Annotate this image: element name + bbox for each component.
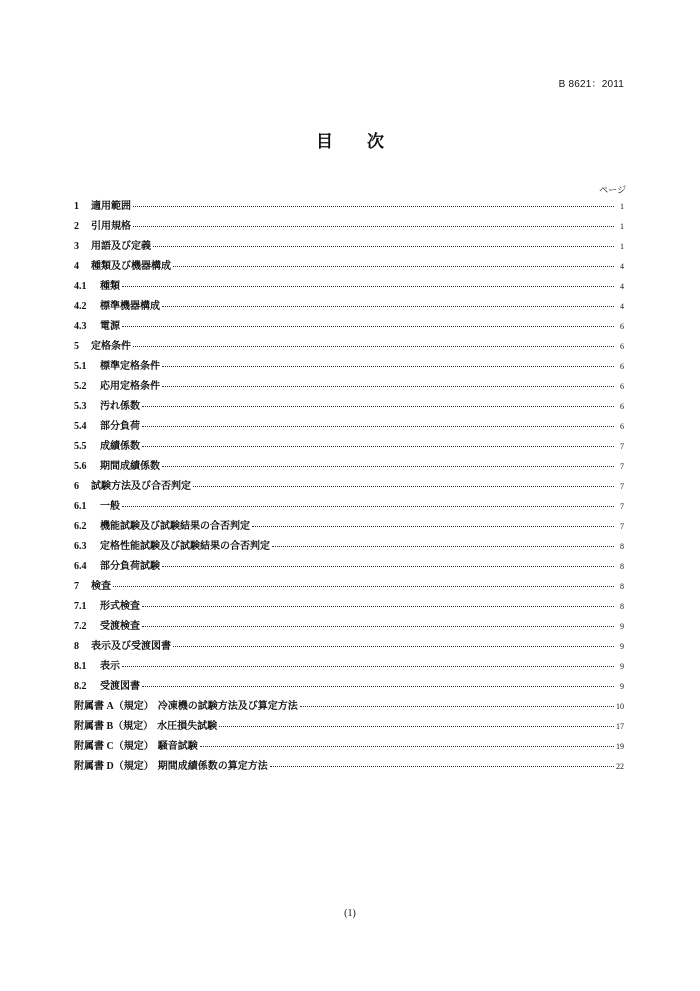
toc-dot-leader xyxy=(219,726,614,727)
toc-entry-number: 7 xyxy=(74,581,79,592)
toc-entry[interactable] xyxy=(74,237,624,257)
toc-entry-number: 4.3 xyxy=(74,321,87,332)
toc-dot-leader xyxy=(142,446,614,447)
toc-dot-leader xyxy=(193,486,614,487)
toc-entry[interactable] xyxy=(74,657,624,677)
toc-entry-number: 8 xyxy=(74,641,79,652)
toc-entry-number: 附属書 A（規定） xyxy=(74,701,154,712)
toc-entry[interactable] xyxy=(74,357,624,377)
toc-entry-number: 6.2 xyxy=(74,521,87,532)
toc-entry[interactable] xyxy=(74,457,624,477)
toc-entry-number: 5 xyxy=(74,341,79,352)
toc-entry-page: 8 xyxy=(620,602,624,611)
toc-entry-page: 17 xyxy=(616,722,624,731)
toc-entry[interactable] xyxy=(74,637,624,657)
toc-entry-page: 4 xyxy=(620,302,624,311)
toc-entry[interactable] xyxy=(74,317,624,337)
toc-entry-title: 汚れ係数 xyxy=(100,401,140,412)
toc-entry-title: 期間成績係数 xyxy=(100,461,160,472)
toc-entry[interactable] xyxy=(74,417,624,437)
toc-entry-page: 22 xyxy=(616,762,624,771)
toc-entry-number: 附属書 D（規定） xyxy=(74,761,154,772)
toc-entry-number: 5.5 xyxy=(74,441,87,452)
page-title: 目 次 xyxy=(316,132,398,152)
toc-entry-page: 8 xyxy=(620,562,624,571)
toc-entry-number: 5.6 xyxy=(74,461,87,472)
toc-entry[interactable] xyxy=(74,697,624,717)
toc-entry-number: 5.3 xyxy=(74,401,87,412)
toc-entry-number: 8.1 xyxy=(74,661,87,672)
toc-entry-number: 6 xyxy=(74,481,79,492)
toc-dot-leader xyxy=(122,506,614,507)
toc-entry-page: 6 xyxy=(620,322,624,331)
toc-entry[interactable] xyxy=(74,297,624,317)
toc-entry-page: 7 xyxy=(620,462,624,471)
toc-entry[interactable] xyxy=(74,677,624,697)
toc-dot-leader xyxy=(142,606,614,607)
toc-dot-leader xyxy=(200,746,614,747)
toc-dot-leader xyxy=(142,686,614,687)
toc-entry-title: 応用定格条件 xyxy=(100,381,160,392)
toc-entry[interactable] xyxy=(74,197,624,217)
toc-dot-leader xyxy=(300,706,614,707)
toc-entry[interactable] xyxy=(74,517,624,537)
toc-entry-page: 6 xyxy=(620,362,624,371)
toc-entry[interactable] xyxy=(74,277,624,297)
table-of-contents xyxy=(74,197,624,777)
toc-entry[interactable] xyxy=(74,717,624,737)
toc-entry-title: 表示 xyxy=(100,661,120,672)
toc-dot-leader xyxy=(162,466,614,467)
toc-entry-page: 7 xyxy=(620,502,624,511)
toc-entry-page: 4 xyxy=(620,282,624,291)
toc-entry-title: 成績係数 xyxy=(100,441,140,452)
toc-dot-leader xyxy=(162,366,614,367)
toc-entry-number: 5.2 xyxy=(74,381,87,392)
toc-entry-page: 9 xyxy=(620,682,624,691)
toc-entry-title: 検査 xyxy=(91,581,111,592)
toc-dot-leader xyxy=(153,246,614,247)
toc-dot-leader xyxy=(270,766,614,767)
toc-dot-leader xyxy=(162,566,614,567)
toc-entry[interactable] xyxy=(74,377,624,397)
toc-entry-title: 期間成績係数の算定方法 xyxy=(157,761,268,772)
toc-entry[interactable] xyxy=(74,397,624,417)
toc-entry-page: 8 xyxy=(620,542,624,551)
toc-entry-title: 表示及び受渡図書 xyxy=(91,641,171,652)
toc-entry-title: 部分負荷試験 xyxy=(100,561,160,572)
toc-entry-number: 8.2 xyxy=(74,681,87,692)
toc-dot-leader xyxy=(133,206,614,207)
toc-entry-number: 7.2 xyxy=(74,621,87,632)
toc-entry-page: 4 xyxy=(620,262,624,271)
toc-entry-title: 引用規格 xyxy=(91,221,131,232)
toc-entry[interactable] xyxy=(74,477,624,497)
toc-dot-leader xyxy=(272,546,614,547)
toc-entry-title: 形式検査 xyxy=(100,601,140,612)
toc-entry-page: 6 xyxy=(620,422,624,431)
toc-entry-page: 1 xyxy=(620,242,624,251)
toc-dot-leader xyxy=(142,426,614,427)
toc-entry-page: 6 xyxy=(620,342,624,351)
toc-entry-number: 5.4 xyxy=(74,421,87,432)
toc-entry[interactable] xyxy=(74,257,624,277)
toc-entry-title: 一般 xyxy=(100,501,120,512)
document-code: B 8621：2011 xyxy=(558,79,624,90)
toc-entry[interactable] xyxy=(74,597,624,617)
toc-entry[interactable] xyxy=(74,537,624,557)
toc-entry-number: 附属書 C（規定） xyxy=(74,741,154,752)
toc-entry-number: 6.3 xyxy=(74,541,87,552)
toc-entry-title: 定格条件 xyxy=(91,341,131,352)
toc-entry-title: 種類及び機器構成 xyxy=(91,261,171,272)
toc-entry[interactable] xyxy=(74,557,624,577)
toc-entry-page: 7 xyxy=(620,442,624,451)
toc-entry-number: 5.1 xyxy=(74,361,87,372)
toc-entry[interactable] xyxy=(74,337,624,357)
toc-entry-title: 用語及び定義 xyxy=(91,241,151,252)
toc-entry-page: 10 xyxy=(616,702,624,711)
toc-entry-title: 種類 xyxy=(100,281,120,292)
toc-entry-number: 3 xyxy=(74,241,79,252)
toc-entry-title: 部分負荷 xyxy=(100,421,140,432)
toc-entry[interactable] xyxy=(74,217,624,237)
toc-entry-number: 4 xyxy=(74,261,79,272)
toc-entry-number: 附属書 B（規定） xyxy=(74,721,154,732)
toc-entry-title: 試験方法及び合否判定 xyxy=(91,481,191,492)
toc-entry[interactable] xyxy=(74,437,624,457)
toc-dot-leader xyxy=(162,386,614,387)
toc-dot-leader xyxy=(173,266,614,267)
toc-entry-page: 9 xyxy=(620,622,624,631)
toc-entry-page: 9 xyxy=(620,642,624,651)
toc-dot-leader xyxy=(113,586,614,587)
toc-dot-leader xyxy=(162,306,614,307)
toc-entry-title: 電源 xyxy=(100,321,120,332)
toc-dot-leader xyxy=(133,226,614,227)
toc-entry-number: 6.4 xyxy=(74,561,87,572)
toc-entry-page: 7 xyxy=(620,522,624,531)
toc-dot-leader xyxy=(133,346,614,347)
toc-entry-title: 標準機器構成 xyxy=(100,301,160,312)
page-number: (1) xyxy=(344,908,356,919)
toc-entry[interactable] xyxy=(74,757,624,777)
toc-entry-title: 冷凍機の試験方法及び算定方法 xyxy=(157,701,298,712)
toc-entry-number: 2 xyxy=(74,221,79,232)
toc-entry-title: 騒音試験 xyxy=(157,741,198,752)
toc-dot-leader xyxy=(122,666,614,667)
toc-entry-title: 定格性能試験及び試験結果の合否判定 xyxy=(100,541,270,552)
toc-dot-leader xyxy=(142,626,614,627)
toc-dot-leader xyxy=(142,406,614,407)
toc-entry-number: 1 xyxy=(74,201,79,212)
toc-entry[interactable] xyxy=(74,577,624,597)
toc-entry-title: 機能試験及び試験結果の合否判定 xyxy=(100,521,250,532)
toc-entry[interactable] xyxy=(74,497,624,517)
toc-entry-page: 19 xyxy=(616,742,624,751)
toc-entry-page: 6 xyxy=(620,382,624,391)
toc-dot-leader xyxy=(122,286,614,287)
toc-entry-title: 受渡検査 xyxy=(100,621,140,632)
toc-dot-leader xyxy=(252,526,614,527)
toc-entry-number: 4.1 xyxy=(74,281,87,292)
toc-entry-page: 1 xyxy=(620,222,624,231)
page-column-label: ページ xyxy=(599,186,626,196)
toc-entry-title: 受渡図書 xyxy=(100,681,140,692)
toc-dot-leader xyxy=(173,646,614,647)
toc-entry-title: 水圧損失試験 xyxy=(157,721,218,732)
toc-entry-page: 9 xyxy=(620,662,624,671)
toc-entry-title: 標準定格条件 xyxy=(100,361,160,372)
toc-entry-number: 6.1 xyxy=(74,501,87,512)
toc-entry-number: 7.1 xyxy=(74,601,87,612)
toc-entry[interactable] xyxy=(74,617,624,637)
toc-entry[interactable] xyxy=(74,737,624,757)
toc-entry-page: 1 xyxy=(620,202,624,211)
toc-entry-page: 8 xyxy=(620,582,624,591)
toc-entry-page: 7 xyxy=(620,482,624,491)
toc-dot-leader xyxy=(122,326,614,327)
toc-entry-page: 6 xyxy=(620,402,624,411)
toc-entry-title: 適用範囲 xyxy=(91,201,131,212)
toc-entry-number: 4.2 xyxy=(74,301,87,312)
